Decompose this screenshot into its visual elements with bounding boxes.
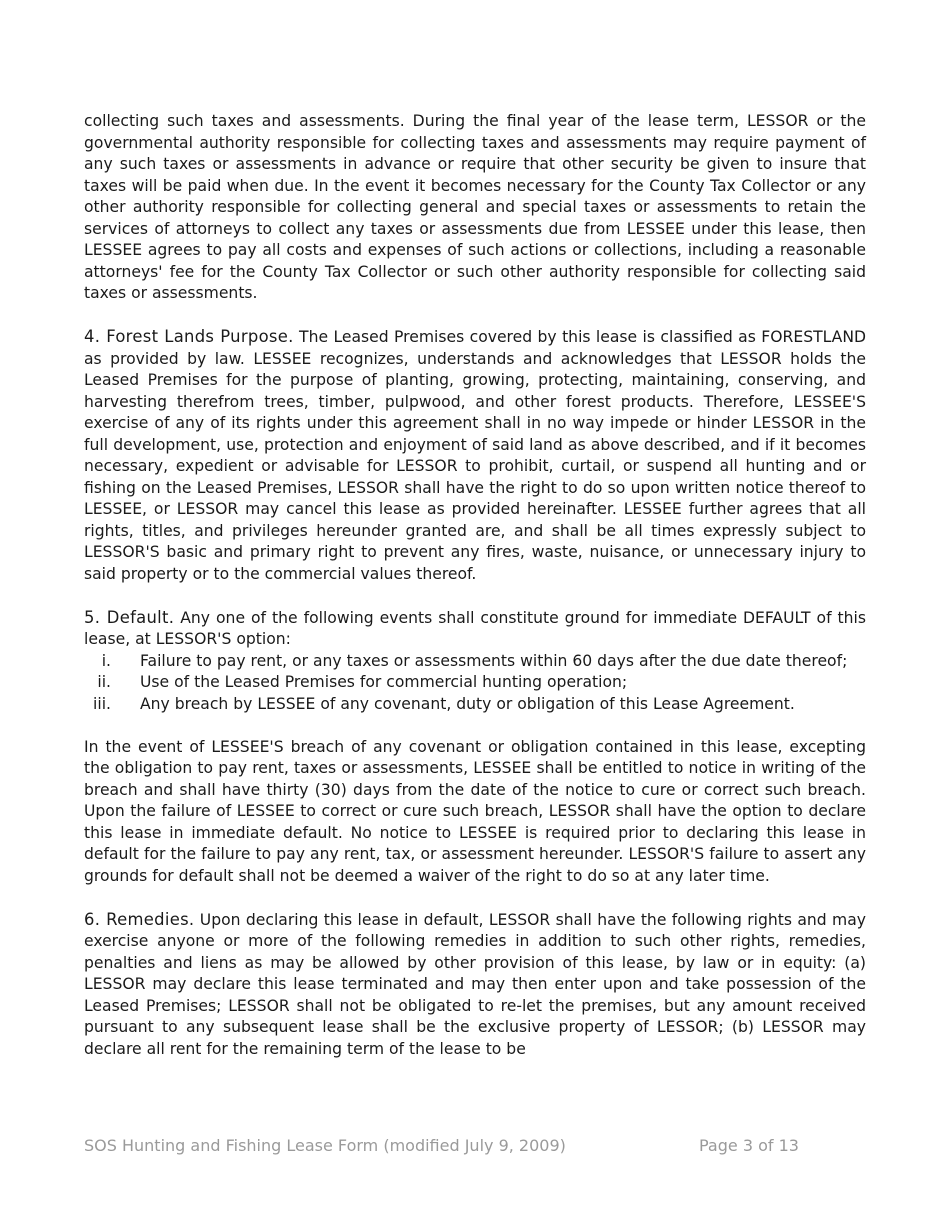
list-item-text: Use of the Leased Premises for commercial hunting operation; xyxy=(140,673,628,691)
footer-document-title: SOS Hunting and Fishing Lease Form (modified July 9, 2009) xyxy=(84,1136,566,1155)
paragraph-breach-notice: In the event of LESSEE'S breach of any covenant or obligation contained in this lease, excepting the obligation to pay rent, taxes or assessments, LESSEE shall be entitled to notice in writing of the breach and shall have thirty (30) days from the date of the notice to cure or correct such breach. Upon the failure of LESSEE to correct or cure such breach, LESSOR shall have the option to declare this lease in immediate default. No notice to LESSEE is required prior to declaring this lease in default for the failure to pay any rent, tax, or assessment hereunder. LESSOR'S failure to assert any grounds for default shall not be deemed a waiver of the right to do so at any later time. xyxy=(84,737,866,885)
section-heading: 4. Forest Lands Purpose. xyxy=(84,327,294,346)
section-heading: 6. Remedies. xyxy=(84,909,195,929)
page-footer xyxy=(84,1136,804,1158)
list-item xyxy=(84,672,866,694)
document-page xyxy=(84,111,866,1060)
list-item-number: i. xyxy=(101,651,111,670)
paragraph-spacer xyxy=(84,887,866,909)
paragraph-spacer xyxy=(84,715,866,737)
list-item-number: iii. xyxy=(93,694,111,713)
paragraph-spacer xyxy=(84,585,866,607)
list-item xyxy=(84,694,866,716)
section-text: The Leased Premises covered by this lease is classified as FORESTLAND as provided by law. LESSEE recognizes, understands and acknowledges that LESSOR holds the Leased Premises for the purpose of planting, growing, protecting, maintaining, conserving, and harvesting therefrom trees, timber, pulpwood, and other forest products. Therefore, LESSEE'S exercise of any of its rights under this agreement shall in no way impede or hinder LESSOR in the full development, use, protection and enjoyment of said land as above described, and if it becomes necessary, expedient or advisable for LESSOR to prohibit, curtail, or suspend all hunting and or fishing on the Leased Premises, LESSOR shall have the right to do so upon written notice thereof to LESSEE, or LESSOR may cancel this lease as provided hereinafter. LESSEE further agrees that all rights, titles, and privileges hereunder granted are, and shall be all times expressly subject to LESSOR'S basic and primary right to prevent any fires, waste, nuisance, or unnecessary injury to said property or to the commercial values thereof. xyxy=(84,328,867,583)
list-item xyxy=(84,651,866,673)
list-item-text: Failure to pay rent, or any taxes or assessments within 60 days after the due date thereof; xyxy=(140,651,848,670)
paragraph-taxes-continued: collecting such taxes and assessments. During the final year of the lease term, LESSOR or the governmental authority responsible for collecting taxes and assessments may require payment of any such taxes or assessments in advance or require that other security be given to insure that taxes will be paid when due. In the event it becomes necessary for the County Tax Collector or any other authority responsible for collecting general and special taxes or assessments to retain the services of attorneys to collect any taxes or assessments due from LESSEE under this lease, then LESSEE agrees to pay all costs and expenses of such actions or collections, including a reasonable attorneys' fee for the County Tax Collector or such other authority responsible for collecting said taxes or assessments. xyxy=(84,112,866,302)
section-default xyxy=(84,607,866,651)
default-events-list xyxy=(84,651,866,716)
section-text: Upon declaring this lease in default, LESSOR shall have the following rights and may exercise anyone or more of the following remedies in addition to such other rights, remedies, penalties and liens as may be allowed by other provision of this lease, by law or in equity: (a) LESSOR may declare this lease terminated and may then enter upon and take possession of the Leased Premises; LESSOR shall not be obligated to re-let the premises, but any amount received pursuant to any subsequent lease shall be the exclusive property of LESSOR; (b) LESSOR may declare all rent for the remaining term of the lease to be xyxy=(84,910,867,1058)
footer-page-number: Page 3 of 13 xyxy=(699,1136,799,1155)
paragraph-spacer xyxy=(84,305,866,327)
section-text: Any one of the following events shall constitute ground for immediate DEFAULT of this lease, at LESSOR'S option: xyxy=(84,608,866,648)
list-item-text: Any breach by LESSEE of any covenant, duty or obligation of this Lease Agreement. xyxy=(140,694,795,713)
list-item-number: ii. xyxy=(97,673,111,691)
section-forest-lands-purpose xyxy=(84,326,866,585)
section-heading: 5. Default. xyxy=(84,607,175,627)
section-remedies xyxy=(84,909,866,1061)
